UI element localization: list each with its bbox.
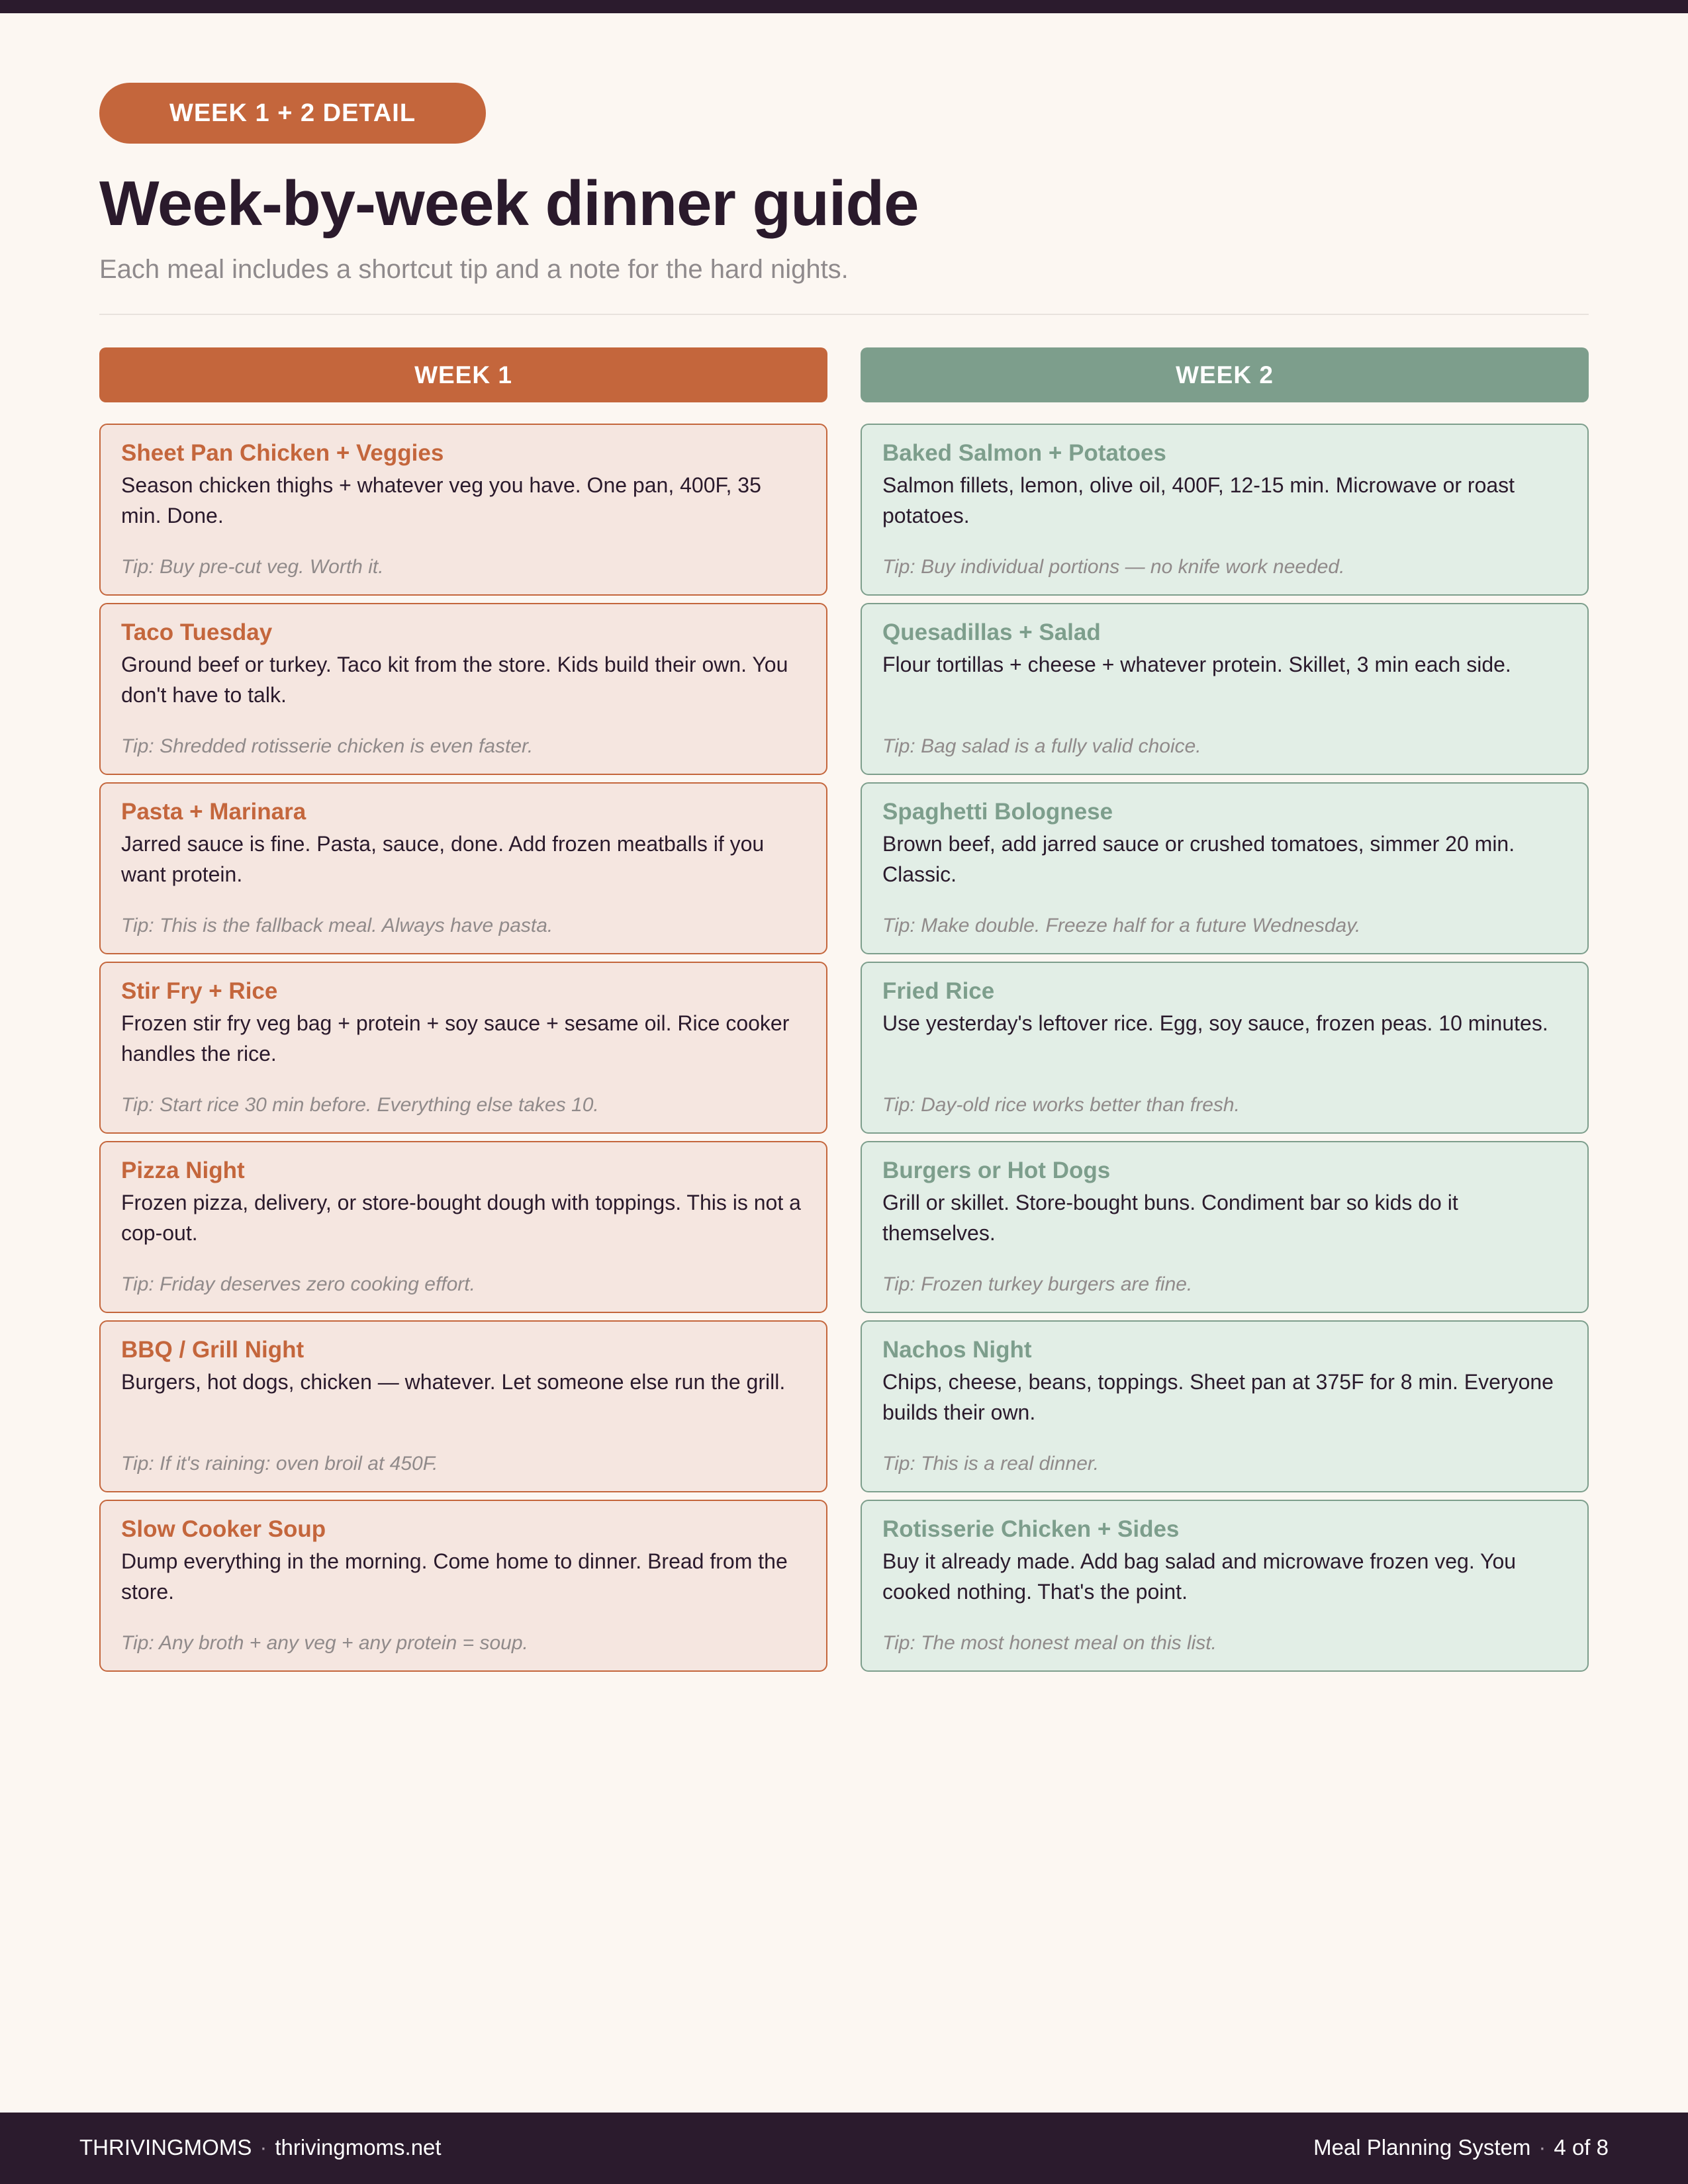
footer-separator: · — [1538, 2135, 1546, 2160]
meal-card — [99, 1320, 827, 1492]
meal-title: Quesadillas + Salad — [882, 619, 1101, 645]
meal-tip: Tip: Shredded rotisserie chicken is even faster. — [121, 735, 534, 757]
footer-separator: · — [259, 2135, 267, 2160]
meal-card — [99, 1500, 827, 1672]
meal-description: Brown beef, add jarred sauce or crushed tomatoes, simmer 20 min. Classic. — [882, 832, 1515, 886]
meal-tip: Tip: Friday deserves zero cooking effort. — [121, 1273, 475, 1295]
meal-title: BBQ / Grill Night — [121, 1337, 305, 1363]
meal-card — [99, 1141, 827, 1313]
meal-tip: Tip: Any broth + any veg + any protein = soup. — [121, 1632, 528, 1654]
meal-title: Nachos Night — [882, 1337, 1032, 1363]
footer-system-name: Meal Planning System — [1313, 2135, 1531, 2160]
meal-tip: Tip: Day-old rice works better than fresh. — [882, 1094, 1240, 1116]
meal-title: Baked Salmon + Potatoes — [882, 440, 1166, 466]
top-accent-bar — [0, 0, 1688, 13]
meal-description: Flour tortillas + cheese + whatever protein. Skillet, 3 min each side. — [882, 653, 1511, 676]
footer-page-info — [1313, 2135, 1609, 2160]
meal-description: Chips, cheese, beans, toppings. Sheet pan at 375F for 8 min. Everyone builds their own. — [882, 1370, 1554, 1424]
page-footer — [0, 2113, 1688, 2184]
meal-description: Frozen stir fry veg bag + protein + soy sauce + sesame oil. Rice cooker handles the rice. — [121, 1011, 790, 1066]
page-number: 4 of 8 — [1554, 2135, 1609, 2160]
week-1-header: WEEK 1 — [99, 347, 827, 402]
page-subtitle: Each meal includes a shortcut tip and a note for the hard nights. — [99, 255, 849, 284]
meal-card — [861, 603, 1589, 775]
meal-card — [861, 1320, 1589, 1492]
meal-description: Use yesterday's leftover rice. Egg, soy sauce, frozen peas. 10 minutes. — [882, 1011, 1548, 1035]
meal-description: Frozen pizza, delivery, or store-bought dough with toppings. This is not a cop-out. — [121, 1191, 801, 1245]
meal-title: Rotisserie Chicken + Sides — [882, 1516, 1180, 1542]
footer-brand: THRIVINGMOMS — [79, 2135, 252, 2160]
page-title: Week-by-week dinner guide — [99, 168, 919, 239]
meal-title: Burgers or Hot Dogs — [882, 1158, 1111, 1183]
meal-description: Season chicken thighs + whatever veg you have. One pan, 400F, 35 min. Done. — [121, 473, 761, 527]
meal-description: Buy it already made. Add bag salad and microwave frozen veg. You cooked nothing. That's the point. — [882, 1549, 1517, 1604]
meal-tip: Tip: Frozen turkey burgers are fine. — [882, 1273, 1193, 1295]
meal-tip: Tip: The most honest meal on this list. — [882, 1632, 1217, 1654]
meal-card — [99, 782, 827, 954]
meal-description: Grill or skillet. Store-bought buns. Condiment bar so kids do it themselves. — [882, 1191, 1458, 1245]
meal-title: Taco Tuesday — [121, 619, 273, 645]
meal-title: Stir Fry + Rice — [121, 978, 278, 1004]
meal-title: Sheet Pan Chicken + Veggies — [121, 440, 444, 466]
meal-card — [861, 962, 1589, 1134]
meal-tip: Tip: Make double. Freeze half for a future Wednesday. — [882, 915, 1361, 936]
meal-tip: Tip: Buy pre-cut veg. Worth it. — [121, 556, 384, 578]
meal-title: Slow Cooker Soup — [121, 1516, 326, 1542]
meal-description: Burgers, hot dogs, chicken — whatever. Let someone else run the grill. — [121, 1370, 786, 1394]
week-2-column — [861, 424, 1589, 1679]
meal-tip: Tip: This is the fallback meal. Always have pasta. — [121, 915, 553, 936]
meal-card — [99, 962, 827, 1134]
meal-title: Pasta + Marinara — [121, 799, 306, 825]
meal-tip: Tip: Buy individual portions — no knife work needed. — [882, 556, 1345, 578]
meal-title: Pizza Night — [121, 1158, 245, 1183]
meal-tip: Tip: If it's raining: oven broil at 450F. — [121, 1453, 438, 1475]
meal-tip: Tip: Start rice 30 min before. Everything else takes 10. — [121, 1094, 599, 1116]
meal-card — [861, 782, 1589, 954]
meal-title: Spaghetti Bolognese — [882, 799, 1113, 825]
meal-card — [861, 1141, 1589, 1313]
meal-description: Ground beef or turkey. Taco kit from the store. Kids build their own. You don't have to talk. — [121, 653, 788, 707]
section-pill: WEEK 1 + 2 DETAIL — [99, 83, 486, 144]
meal-tip: Tip: Bag salad is a fully valid choice. — [882, 735, 1201, 757]
meal-description: Salmon fillets, lemon, olive oil, 400F, 12-15 min. Microwave or roast potatoes. — [882, 473, 1515, 527]
meal-title: Fried Rice — [882, 978, 995, 1004]
meal-description: Jarred sauce is fine. Pasta, sauce, done. Add frozen meatballs if you want protein. — [121, 832, 765, 886]
header-divider — [99, 314, 1589, 315]
meal-card — [99, 603, 827, 775]
week-2-header: WEEK 2 — [861, 347, 1589, 402]
meal-tip: Tip: This is a real dinner. — [882, 1453, 1100, 1475]
footer-site-link[interactable]: thrivingmoms.net — [275, 2135, 442, 2160]
meal-card — [861, 424, 1589, 596]
footer-brand-group — [79, 2135, 442, 2160]
week-1-column — [99, 424, 827, 1679]
meal-card — [861, 1500, 1589, 1672]
meal-card — [99, 424, 827, 596]
meal-description: Dump everything in the morning. Come home to dinner. Bread from the store. — [121, 1549, 788, 1604]
